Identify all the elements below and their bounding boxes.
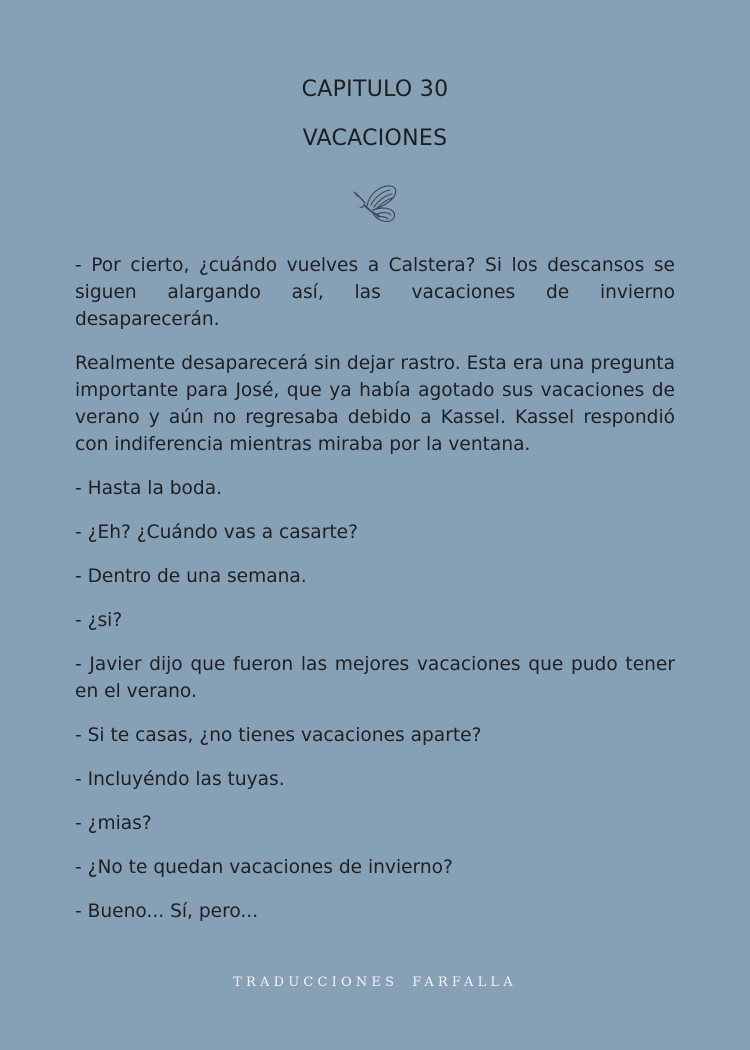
publisher-footer [0,975,750,990]
paragraph-7: - Javier dijo que fueron las mejores vacaciones que pudo tener en el verano. [75,654,675,702]
paragraph-4: - ¿Eh? ¿Cuándo vas a casarte? [75,522,358,543]
paragraph-2: Realmente desaparecerá sin dejar rastro. Esta era una pregunta importante para José, que ya había agotado sus vacaciones de verano y aún no regresaba debido a Kassel. Kassel respondió con indiferencia mientras miraba por la ventana. [75,353,675,455]
paragraph-1: - Por cierto, ¿cuándo vuelves a Calstera? Si los descansos se siguen alargando así, las vacaciones de invierno desaparecerán. [75,255,675,330]
paragraph-12: - Bueno... Sí, pero... [75,901,259,922]
chapter-number: CAPITULO 30 [301,77,449,102]
paragraph-10: - ¿mias? [75,813,152,834]
footer-word-right: FARFALLA [412,975,517,990]
paragraph-5: - Dentro de una semana. [75,566,307,587]
paragraph-9: - Incluyéndo las tuyas. [75,769,285,790]
footer-word-left: TRADUCCIONES [233,975,399,990]
paragraph-8: - Si te casas, ¿no tienes vacaciones aparte? [75,725,482,746]
paragraph-11: - ¿No te quedan vacaciones de invierno? [75,857,453,878]
butterfly-icon [351,183,399,225]
chapter-body [75,252,675,942]
paragraph-3: - Hasta la boda. [75,478,223,499]
paragraph-6: - ¿si? [75,610,123,631]
chapter-title: VACACIONES [302,126,448,151]
